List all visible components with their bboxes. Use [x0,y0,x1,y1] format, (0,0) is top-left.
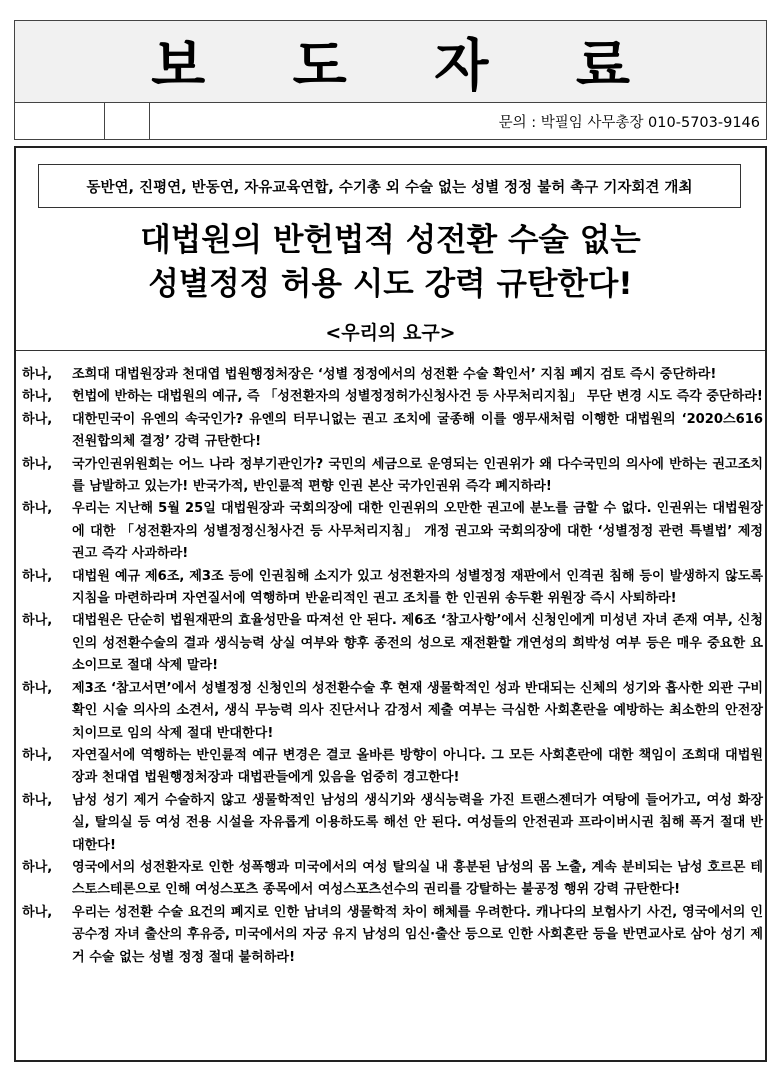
demand-text: 우리는 성전환 수술 요건의 폐지로 인한 남녀의 생물학적 차이 해체를 우려한다. 캐나다의 보험사기 사건, 영국에서의 인공수정 자녀 출산의 후유증, 미국에서의 자궁 유지 남성의 임신·출산 등으로 인한 사회혼란 등을 반면교사로 삼아 성기 제거 수술 없는 성별 정정 절대 불허하라! [72,904,763,965]
demand-text: 대법원 예규 제6조, 제3조 등에 인권침해 소지가 있고 성전환자의 성별정정 재판에서 인격권 침해 등이 발생하지 않도록 지침을 마련하라며 자연질서에 역행하며 반윤리적인 권고 조치를 한 인권위 송두환 위원장 즉시 사퇴하라! [72,568,763,607]
demands-title: <우리의 요구> [325,322,456,344]
demand-prefix: 하나, [22,904,53,920]
press-release-title: 보 도 자 료 [15,21,766,103]
demand-prefix: 하나, [22,367,53,382]
header-empty-cell [105,103,150,139]
demand-text: 대한민국이 유엔의 속국인가? 유엔의 터무니없는 권고 조치에 굴종해 이를 앵무새처럼 이행한 대법원의 ‘2020스616 전원합의체 결정’ 강력 규탄한다! [72,411,763,450]
demand-item [22,566,765,611]
demand-item [22,454,765,499]
demand-item [22,902,765,969]
demand-text: 남성 성기 제거 수술하지 않고 생물학적인 남성의 생식기와 생식능력을 가진 트랜스젠더가 여탕에 들어가고, 여성 화장실, 탈의실 등 여성 전용 시설을 자유롭게 이용하도록 해선 안 된다. 여성들의 안전권과 프라이버시권 침해 폭거 절대 반대한다! [72,792,763,853]
headline-line-2: 성별정정 허용 시도 강력 규탄한다! [148,266,633,302]
demand-text: 헌법에 반하는 대법원의 예규, 즉 「성전환자의 성별정정허가신청사건 등 사무처리지침」 무단 변경 시도 즉각 중단하라! [72,389,763,405]
demand-text: 영국에서의 성전환자로 인한 성폭행과 미국에서의 여성 탈의실 내 흥분된 남성의 몸 노출, 계속 분비되는 남성 호르몬 테스토스테론으로 인해 여성스포츠 종목에서 여성스포츠선수의 권리를 강탈하는 불공정 행위 강력 규탄한다! [72,859,763,898]
demand-text: 우리는 지난해 5월 25일 대법원장과 국회의장에 대한 인권위의 오만한 권고에 분노를 금할 수 없다. 인권위는 대법원장에 대한 「성전환자의 성별정정신청사건 등 사무처리지침」 개정 권고와 국회의장에 대한 ‘성별정정 관련 특별법’ 제정 권고 즉각 사과하라! [72,501,763,562]
headline [16,218,765,306]
demand-text: 국가인권위원회는 어느 나라 정부기관인가? 국민의 세금으로 운영되는 인권위가 왜 다수국민의 의사에 반하는 권고조치를 남발하고 있는가! 반국가적, 반인륜적 편향 인권 본산 국가인권위 즉각 폐지하라! [72,456,763,495]
demand-item [22,610,765,677]
demand-prefix: 하나, [22,501,53,517]
demand-prefix: 하나, [22,859,53,875]
demand-prefix: 하나, [22,747,53,763]
demand-prefix: 하나, [22,613,53,629]
demand-item [22,745,765,790]
demand-item [22,409,765,454]
demand-text: 자연질서에 역행하는 반인륜적 예규 변경은 결코 올바른 방향이 아니다. 그 모든 사회혼란에 대한 책임이 조희대 대법원장과 천대엽 법원행정처장과 대법관들에게 있음을 엄중히 경고한다! [72,747,763,786]
press-release-header [14,20,767,140]
event-subtitle: 동반연, 진평연, 반동연, 자유교육연합, 수기총 외 수술 없는 성별 정정 불허 촉구 기자회견 개최 [38,164,741,208]
press-release-body [14,146,767,1062]
divider [16,350,765,351]
demand-item [22,364,765,386]
demand-prefix: 하나, [22,568,53,584]
demand-prefix: 하나, [22,456,53,472]
demands-list [22,364,765,969]
demand-item [22,498,765,565]
demand-item [22,678,765,745]
demand-prefix: 하나, [22,411,53,427]
demand-item [22,790,765,857]
demand-item [22,857,765,902]
demand-prefix: 하나, [22,680,53,696]
demand-text: 조희대 대법원장과 천대엽 법원행정처장은 ‘성별 정정에서의 성전환 수술 확인서’ 지침 폐지 검토 즉시 중단하라! [72,367,717,382]
header-empty-cell [15,103,105,139]
demand-text: 대법원은 단순히 법원재판의 효율성만을 따져선 안 된다. 제6조 ‘참고사항’에서 신청인에게 미성년 자녀 존재 여부, 신청인의 성전환수술의 결과 생식능력 상실 여부와 향후 종전의 성으로 재전환할 개연성의 희박성 여부 등은 매우 중요한 요소이므로 절대 삭제 말라! [72,613,763,674]
demand-item [22,386,765,408]
headline-line-1: 대법원의 반헌법적 성전환 수술 없는 [140,222,641,258]
demand-prefix: 하나, [22,792,53,808]
contact-row [15,103,766,139]
demand-prefix: 하나, [22,389,53,405]
contact-info: 문의 : 박필임 사무총장 010-5703-9146 [498,114,760,131]
demand-text: 제3조 ‘참고서면’에서 성별정정 신청인의 성전환수술 후 현재 생물학적인 성과 반대되는 신체의 성기와 흡사한 외관 구비 확인 시술 의사의 소견서, 생식 무능력 의사 진단서나 감정서 제출 여부는 극심한 사회혼란을 예방하는 최소한의 안전장치이므로 임의 삭제 절대 반대한다! [72,680,763,741]
